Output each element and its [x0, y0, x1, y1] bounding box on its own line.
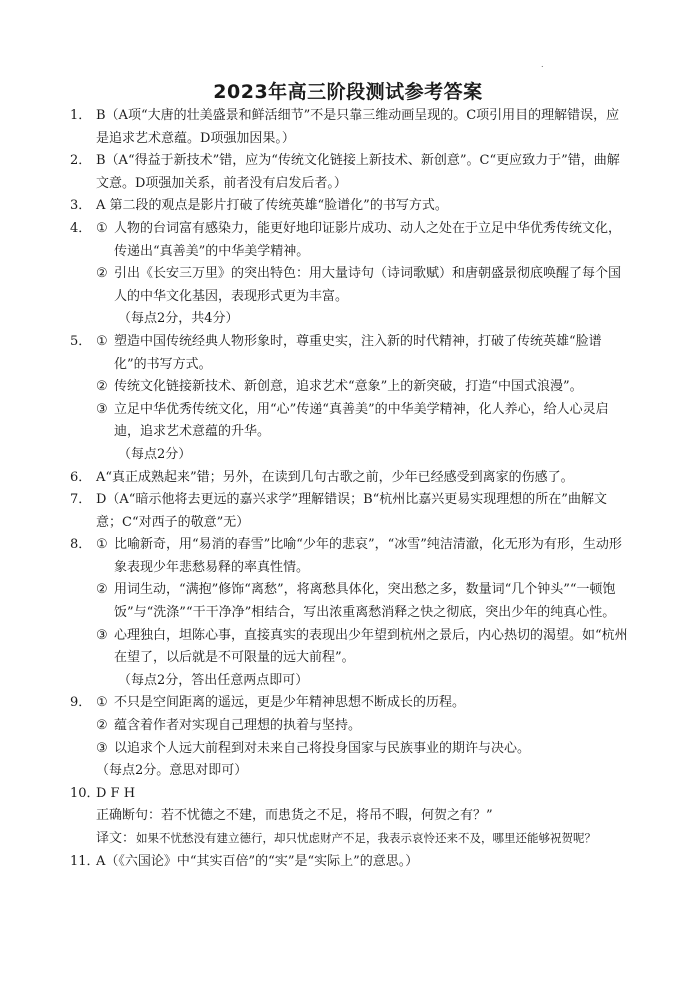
- sub-point: ② 引出《长安三万里》的突出特色：用大量诗句（诗词歌赋）和唐朝盛景彻底唤醒了每个国人的中华文化基因，表现形式更为丰富。: [96, 266, 622, 304]
- sub-point: ③ 心理独白，坦陈心事，直接真实的表现出少年望到杭州之景后，内心热切的渴望。如“杭州在望了，以后就是不可限量的远大前程”。: [96, 627, 628, 666]
- score-note: （每点2分，共4分）: [118, 311, 239, 327]
- sub-point: ① 不只是空间距离的遥远，更是少年精神思想不断成长的历程。: [96, 695, 466, 711]
- sub-point: ② 用词生动，“满抱”修饰“离愁”，将离愁具体化，突出愁之多，数量词“几个钟头”“一顿饱饭”与“洗涤”“干干净净”相结合，写出浓重离愁消释之快之彻底，突出少年的纯真心性。: [96, 582, 616, 621]
- punctuation-answer: 正确断句：若不忧德之不建，而患货之不足，将吊不暇，何贺之有？”: [96, 808, 493, 824]
- score-note: （每点2分。意思对即可）: [96, 763, 248, 779]
- answer-list: [70, 105, 630, 873]
- sub-point: ② 蕴含着作者对实现自己理想的执着与坚持。: [96, 718, 362, 734]
- answer-item-3: 3． A 第二段的观点是影片打破了传统英雄“脸谱化”的书写方式。: [70, 198, 448, 214]
- page-title: 2023年高三阶段测试参考答案: [213, 81, 483, 103]
- answer-item-2: 2． B（A“得益于新技术”错，应为“传统文化链接上新技术、新创意”。C“更应致力于”错，曲解文意。D项强加关系，前者没有启发后者。）: [70, 153, 620, 191]
- answer-letters: D F H: [96, 785, 136, 801]
- translation: [96, 828, 630, 851]
- sub-point: ① 比喻新奇，用“易消的春雪”比喻“少年的悲哀”，“冰雪”纯洁清澈，化无形为有形，生动形象表现少年悲愁易释的率真性情。: [96, 537, 622, 575]
- answer-item-8: 8． ① 比喻新奇，用“易消的春雪”比喻“少年的悲哀”，“冰雪”纯洁清澈，化无形为有形，生动形象表现少年悲愁易释的率真性情。 ② 用词生动，“满抱”修饰“离愁”，将离愁具体化，突出愁之多，数量词“几个钟头”“一顿饱饭”与“洗涤”“干干净净”相结合，写出浓重离愁消释之快之彻底，突出少年的纯真心性。 ③ 心理独白，坦陈心事，直接真实的表现出少年望到杭州之景后，内心热切的渴望。如“杭州在望了，以后就是不可限量的远大前程”。 （每点2分，答出任意两点即可）: [70, 534, 630, 692]
- answer-item-1: 1． B（A项“大唐的壮美盛景和鲜活细节”不是只靠三维动画呈现的。C项引用目的理解错误，应是追求艺术意蕴。D项强加因果。）: [70, 108, 620, 146]
- answer-item-10: 10． D F H 正确断句：若不忧德之不建，而患货之不足，将吊不暇，何贺之有？” 译文： 如果不忧愁没有建立德行，却只忧虑财产不足，我表示哀怜还来不及，哪里还能够祝贺呢？: [70, 783, 630, 851]
- sub-point: ① 人物的台词富有感染力，能更好地印证影片成功、动人之处在于立足中华优秀传统文化，传递出“真善美”的中华美学精神。: [96, 220, 622, 259]
- answer-item-6: 6． A“真正成熟起来”错；另外，在读到几句古歌之前，少年已经感受到离家的伤感了。: [70, 469, 574, 485]
- sub-point: ③ 立足中华优秀传统文化，用“心”传递“真善美”的中华美学精神，化人养心，给人心灵启迪，追求艺术意蕴的升华。: [96, 401, 609, 440]
- translation-label: 译文：: [96, 831, 136, 846]
- sub-point: ② 传统文化链接新技术、新创意，追求艺术“意象”上的新突破，打造“中国式浪漫”。: [96, 379, 583, 395]
- score-note: （每点2分，答出任意两点即可）: [118, 672, 309, 688]
- score-note: （每点2分）: [118, 446, 192, 462]
- answer-item-5: 5． ① 塑造中国传统经典人物形象时，尊重史实，注入新的时代精神，打破了传统英雄“脸谱化”的书写方式。 ② 传统文化链接新技术、新创意，追求艺术“意象”上的新突破，打造“中国式浪漫”。 ③ 立足中华优秀传统文化，用“心”传递“真善美”的中华美学精神，化人养心，给人心灵启迪，追求艺术意蕴的升华。 （每点2分）: [70, 331, 630, 467]
- answer-item-9: 9． ① 不只是空间距离的遥远，更是少年精神思想不断成长的历程。 ② 蕴含着作者对实现自己理想的执着与坚持。 ③ 以追求个人远大前程到对未来自己将投身国家与民族事业的期许与决心。 （每点2分。意思对即可）: [70, 692, 630, 782]
- answer-item-7: 7． D（A“暗示他将去更远的嘉兴求学”理解错误；B“杭州比嘉兴更易实现理想的所在”曲解文意；C“对西子的敬意”无）: [70, 492, 607, 530]
- corner-mark: .: [541, 60, 544, 69]
- answer-item-4: 4． ① 人物的台词富有感染力，能更好地印证影片成功、动人之处在于立足中华优秀传统文化，传递出“真善美”的中华美学精神。 ② 引出《长安三万里》的突出特色：用大量诗句（诗词歌赋）和唐朝盛景彻底唤醒了每个国人的中华文化基因，表现形式更为丰富。 （每点2分，共4分）: [70, 218, 630, 331]
- translation-text: 如果不忧愁没有建立德行，却只忧虑财产不足，我表示哀怜还来不及，哪里还能够祝贺呢？: [136, 831, 596, 845]
- answer-item-11: 11． A（《六国论》中“其实百倍”的“实”是“实际上”的意思。）: [70, 853, 419, 869]
- sub-point: ① 塑造中国传统经典人物形象时，尊重史实，注入新的时代精神，打破了传统英雄“脸谱化”的书写方式。: [96, 333, 602, 372]
- sub-point: ③ 以追求个人远大前程到对未来自己将投身国家与民族事业的期许与决心。: [96, 740, 531, 756]
